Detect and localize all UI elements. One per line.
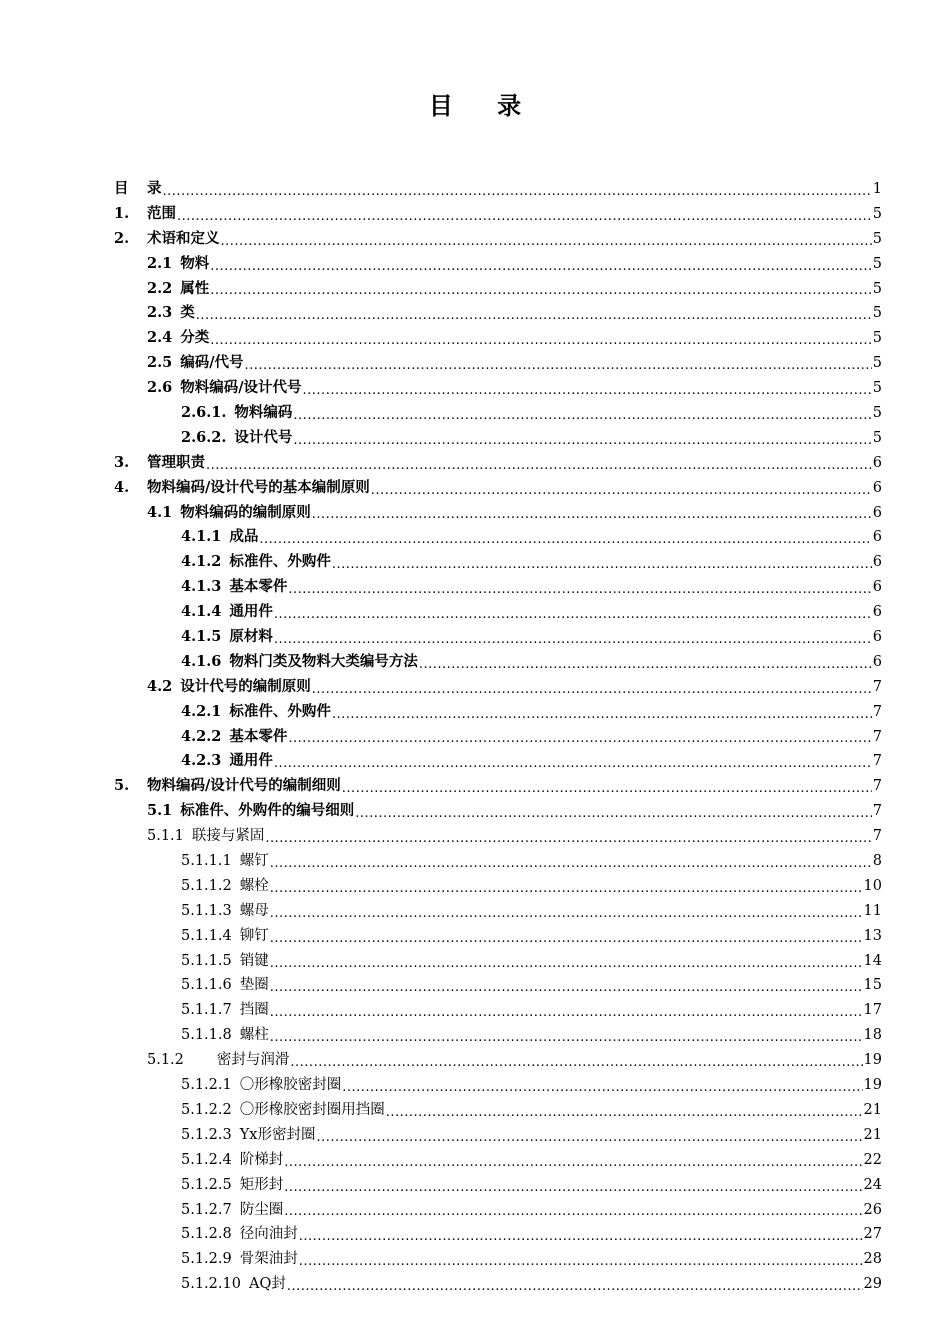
toc-entry-number: 5.1.2.3: [181, 1126, 232, 1143]
toc-entry[interactable]: [114, 326, 882, 351]
toc-dot-leader: [287, 1272, 863, 1297]
toc-entry-page: 5: [872, 429, 882, 446]
toc-entry-page: 29: [863, 1276, 882, 1293]
toc-entry-label: 属性: [180, 279, 210, 297]
toc-entry[interactable]: [114, 376, 882, 401]
toc-entry[interactable]: [114, 351, 882, 376]
toc-entry[interactable]: [114, 899, 882, 924]
toc-entry-page: 15: [863, 977, 882, 994]
toc-dot-leader: [265, 824, 871, 849]
toc-entry-label: 物料编码的编制原则: [180, 503, 311, 521]
toc-entry-label: 径向油封: [239, 1226, 298, 1243]
toc-entry[interactable]: [114, 202, 882, 227]
toc-dot-leader: [355, 799, 872, 824]
toc-entry[interactable]: [114, 1098, 882, 1123]
toc-entry[interactable]: [114, 550, 882, 575]
toc-entry-number: 4.2.3: [181, 752, 222, 770]
toc-entry-page: 10: [863, 877, 882, 894]
toc-dot-leader: [245, 351, 872, 376]
toc-dot-leader: [342, 774, 872, 799]
toc-entry-number: 目: [114, 179, 129, 197]
toc-entry-number: 4.1.3: [181, 578, 222, 596]
toc-dot-leader: [274, 600, 872, 625]
toc-entry[interactable]: [114, 1272, 882, 1297]
toc-entry-number: 2.3: [147, 304, 173, 322]
toc-entry[interactable]: [114, 476, 882, 501]
toc-entry-page: 6: [872, 504, 882, 521]
toc-entry-page: 5: [872, 230, 882, 247]
toc-entry-label: 原材料: [229, 628, 273, 646]
toc-entry-number: 1.: [114, 204, 130, 222]
toc-dot-leader: [270, 899, 863, 924]
toc-entry-label: 标准件、外购件: [229, 702, 331, 720]
toc-entry-page: 19: [863, 1052, 882, 1069]
toc-entry-page: 26: [863, 1201, 882, 1218]
toc-entry[interactable]: [114, 774, 882, 799]
toc-entry[interactable]: [114, 700, 882, 725]
toc-dot-leader: [196, 301, 872, 326]
toc-entry-page: 7: [872, 703, 882, 720]
toc-dot-leader: [288, 725, 871, 750]
toc-entry-label: 螺母: [239, 902, 269, 919]
toc-entry-label: 垫圈: [239, 977, 269, 994]
toc-entry-label: 标准件、外购件: [229, 553, 331, 571]
toc-entry-label: 物料: [180, 254, 210, 272]
toc-entry[interactable]: [114, 949, 882, 974]
toc-entry-label: 类: [180, 304, 195, 322]
toc-entry[interactable]: [114, 252, 882, 277]
toc-entry-label: 矩形封: [239, 1176, 284, 1193]
toc-entry-number: 4.: [114, 478, 130, 496]
toc-entry-label: 〇形橡胶密封圈用挡圈: [239, 1101, 385, 1118]
toc-entry-number: 5.1.1.4: [181, 927, 232, 944]
toc-entry-number: 2.6.2.: [181, 428, 227, 446]
toc-dot-leader: [210, 252, 872, 277]
toc-entry-number: 5.1.2.2: [181, 1101, 232, 1118]
toc-entry[interactable]: [114, 625, 882, 650]
toc-entry-label: 术语和定义: [147, 229, 220, 247]
toc-entry-page: 5: [872, 305, 882, 322]
toc-entry-page: 24: [863, 1176, 882, 1193]
toc-entry-number: 5.1.2.7: [181, 1201, 232, 1218]
toc-entry-page: 7: [872, 678, 882, 695]
toc-entry-label: 联接与紧固: [191, 828, 265, 845]
toc-entry-label: AQ封: [248, 1276, 286, 1293]
toc-entry-number: 2.2: [147, 279, 173, 297]
toc-dot-leader: [293, 426, 871, 451]
toc-entry-label: 设计代号的编制原则: [180, 677, 311, 695]
toc-entry-page: 21: [863, 1101, 882, 1118]
toc-entry-page: 7: [872, 778, 882, 795]
toc-dot-leader: [270, 974, 863, 999]
toc-entry-page: 21: [863, 1126, 882, 1143]
toc-entry[interactable]: [114, 227, 882, 252]
toc-entry-number: 5.1: [147, 802, 173, 820]
toc-entry[interactable]: [114, 301, 882, 326]
toc-dot-leader: [284, 1148, 862, 1173]
toc-entry-label: 录: [147, 179, 162, 197]
toc-entry-page: 1: [872, 180, 882, 197]
toc-entry-page: 7: [872, 828, 882, 845]
toc-entry[interactable]: [114, 426, 882, 451]
page-title: 目 录: [428, 91, 540, 120]
toc-dot-leader: [386, 1098, 863, 1123]
toc-entry-label: 设计代号: [234, 428, 293, 446]
toc-entry-label: 销键: [239, 952, 269, 969]
toc-entry-page: 5: [872, 255, 882, 272]
toc-entry-label: 阶梯封: [239, 1151, 284, 1168]
toc-entry-label: 物料编码: [234, 404, 293, 421]
toc-entry-page: 17: [863, 1002, 882, 1019]
toc-entry-label: 物料编码/设计代号的编制细则: [147, 777, 341, 795]
toc-entry-page: 11: [863, 902, 882, 919]
toc-entry-label: Yx形密封圈: [239, 1126, 316, 1143]
toc-entry-number: 5.1.1.6: [181, 977, 232, 994]
toc-entry-number: 5.1.1.3: [181, 902, 232, 919]
toc-entry[interactable]: [114, 177, 882, 202]
toc-entry[interactable]: [114, 525, 882, 550]
toc-entry-label: 管理职责: [147, 453, 205, 471]
toc-dot-leader: [312, 501, 872, 526]
toc-entry-label: 〇形橡胶密封圈: [239, 1077, 342, 1094]
toc-entry-number: 5.1.2.10: [181, 1276, 241, 1293]
toc-dot-leader: [163, 177, 872, 202]
toc-dot-leader: [419, 650, 872, 675]
toc-dot-leader: [210, 277, 872, 302]
toc-dot-leader: [332, 700, 872, 725]
toc-entry[interactable]: [114, 1123, 882, 1148]
toc-dot-leader: [210, 326, 872, 351]
toc-entry-number: 4.2: [147, 677, 173, 695]
toc-entry-page: 6: [872, 479, 882, 496]
toc-dot-leader: [270, 998, 863, 1023]
toc-entry[interactable]: [114, 1222, 882, 1247]
toc-entry-label: 铆钉: [239, 927, 269, 944]
toc-entry-number: 3.: [114, 453, 130, 471]
toc-entry[interactable]: [114, 1023, 882, 1048]
toc-entry[interactable]: [114, 849, 882, 874]
toc-entry-number: 5.1.2.4: [181, 1151, 232, 1168]
toc-entry-number: 5.1.1.1: [181, 853, 232, 870]
toc-entry[interactable]: [114, 600, 882, 625]
toc-entry-number: 4.2.1: [181, 702, 222, 720]
toc-dot-leader: [274, 749, 872, 774]
toc-entry-number: 4.1.6: [181, 652, 222, 670]
toc-entry-number: 5.1.1.7: [181, 1002, 232, 1019]
toc-entry[interactable]: [114, 1048, 882, 1073]
toc-entry-label: 基本零件: [229, 727, 288, 745]
toc-entry-number: 5.1.1.2: [181, 877, 232, 894]
toc-entry-page: 6: [872, 454, 882, 471]
toc-dot-leader: [270, 1023, 863, 1048]
toc-dot-leader: [288, 575, 871, 600]
toc-entry-page: 19: [863, 1077, 882, 1094]
toc-entry-number: 5.1.2.5: [181, 1176, 232, 1193]
toc-entry-label: 范围: [147, 204, 176, 222]
toc-entry-page: 6: [872, 529, 882, 546]
toc-entry[interactable]: [114, 1198, 882, 1223]
toc-entry[interactable]: [114, 575, 882, 600]
toc-entry[interactable]: [114, 650, 882, 675]
toc-dot-leader: [293, 401, 871, 426]
toc-dot-leader: [259, 525, 871, 550]
toc-entry-number: 2.: [114, 229, 130, 247]
toc-entry[interactable]: [114, 1247, 882, 1272]
toc-entry-number: 2.4: [147, 329, 173, 347]
toc-entry[interactable]: [114, 1073, 882, 1098]
toc-entry-page: 6: [872, 579, 882, 596]
toc-dot-leader: [290, 1048, 862, 1073]
toc-entry-page: 5: [872, 355, 882, 372]
toc-entry-page: 6: [872, 653, 882, 670]
toc-entry-number: 4.1.5: [181, 628, 222, 646]
toc-dot-leader: [312, 675, 872, 700]
toc-entry-number: 5.1.1.8: [181, 1027, 232, 1044]
toc-dot-leader: [177, 202, 872, 227]
toc-dot-leader: [270, 849, 872, 874]
toc-entry-number: 2.5: [147, 354, 173, 372]
toc-entry-label: 防尘圈: [239, 1201, 284, 1218]
toc-entry[interactable]: [114, 974, 882, 999]
toc-dot-leader: [206, 451, 872, 476]
toc-dot-leader: [270, 924, 863, 949]
toc-entry-label: 编码/代号: [180, 354, 244, 372]
toc-entry-page: 27: [863, 1226, 882, 1243]
toc-entry-number: 4.1.2: [181, 553, 222, 571]
toc-entry-label: 物料门类及物料大类编号方法: [229, 652, 418, 670]
toc-entry-page: 13: [863, 927, 882, 944]
toc-dot-leader: [371, 476, 872, 501]
toc-dot-leader: [342, 1073, 862, 1098]
toc-dot-leader: [299, 1247, 863, 1272]
toc-entry-page: 7: [872, 753, 882, 770]
toc-entry-label: 分类: [180, 329, 210, 347]
toc-entry-page: 18: [863, 1027, 882, 1044]
toc-entry-page: 5: [872, 330, 882, 347]
table-of-contents: [114, 177, 882, 1297]
toc-dot-leader: [316, 1123, 862, 1148]
toc-entry-page: 7: [872, 803, 882, 820]
toc-entry-page: 5: [872, 205, 882, 222]
toc-entry-number: 2.6.1.: [181, 404, 227, 421]
toc-entry-number: 5.1.2.9: [181, 1251, 232, 1268]
toc-dot-leader: [270, 949, 863, 974]
toc-entry[interactable]: [114, 1148, 882, 1173]
toc-entry[interactable]: [114, 874, 882, 899]
toc-entry-number: 5.1.1.5: [181, 952, 232, 969]
toc-entry-number: 5.1.2.1: [181, 1077, 232, 1094]
toc-entry-page: 6: [872, 554, 882, 571]
toc-entry[interactable]: [114, 799, 882, 824]
toc-entry-page: 5: [872, 405, 882, 421]
toc-entry-number: 5.1.1: [147, 828, 184, 845]
toc-entry[interactable]: [114, 1173, 882, 1198]
toc-entry-label: 通用件: [229, 603, 273, 621]
toc-entry-page: 6: [872, 604, 882, 621]
toc-dot-leader: [270, 874, 863, 899]
toc-entry[interactable]: [114, 277, 882, 302]
toc-entry[interactable]: [114, 725, 882, 750]
toc-dot-leader: [274, 625, 872, 650]
toc-dot-leader: [303, 376, 872, 401]
toc-entry-number: 5.1.2: [147, 1052, 184, 1069]
toc-entry[interactable]: [114, 824, 882, 849]
toc-entry-number: 4.1.1: [181, 528, 222, 546]
toc-dot-leader: [299, 1222, 863, 1247]
toc-entry-label: 基本零件: [229, 578, 288, 596]
toc-entry[interactable]: [114, 998, 882, 1023]
toc-entry-page: 7: [872, 728, 882, 745]
toc-entry-number: 2.6: [147, 379, 173, 397]
toc-entry-number: 4.2.2: [181, 727, 222, 745]
toc-entry[interactable]: [114, 401, 882, 426]
toc-entry-label: 物料编码/设计代号: [180, 379, 302, 397]
toc-entry[interactable]: [114, 749, 882, 774]
toc-entry-label: 挡圈: [239, 1002, 269, 1019]
toc-entry-label: 密封与润滑: [216, 1052, 290, 1069]
toc-entry-page: 5: [872, 380, 882, 397]
toc-entry[interactable]: [114, 675, 882, 700]
toc-entry-page: 6: [872, 629, 882, 646]
toc-entry-number: 5.: [114, 777, 130, 795]
toc-dot-leader: [284, 1198, 862, 1223]
toc-dot-leader: [284, 1173, 862, 1198]
toc-entry-page: 22: [863, 1151, 882, 1168]
toc-entry-number: 4.1: [147, 503, 173, 521]
toc-entry-label: 物料编码/设计代号的基本编制原则: [147, 478, 370, 496]
toc-dot-leader: [221, 227, 872, 252]
toc-entry[interactable]: [114, 451, 882, 476]
toc-entry-label: 螺钉: [239, 853, 269, 870]
toc-entry-page: 8: [872, 853, 882, 870]
toc-entry-label: 骨架油封: [239, 1251, 298, 1268]
toc-entry[interactable]: [114, 924, 882, 949]
toc-entry-number: 2.1: [147, 254, 173, 272]
toc-entry-label: 螺栓: [239, 877, 269, 894]
toc-entry[interactable]: [114, 501, 882, 526]
toc-entry-label: 成品: [229, 528, 259, 546]
toc-entry-label: 标准件、外购件的编号细则: [180, 802, 355, 820]
toc-entry-number: 5.1.2.8: [181, 1226, 232, 1243]
toc-entry-page: 14: [863, 952, 882, 969]
toc-entry-label: 螺柱: [239, 1027, 269, 1044]
toc-entry-page: 28: [863, 1251, 882, 1268]
toc-entry-label: 通用件: [229, 752, 273, 770]
toc-entry-page: 5: [872, 280, 882, 297]
toc-entry-number: 4.1.4: [181, 603, 222, 621]
toc-dot-leader: [332, 550, 872, 575]
